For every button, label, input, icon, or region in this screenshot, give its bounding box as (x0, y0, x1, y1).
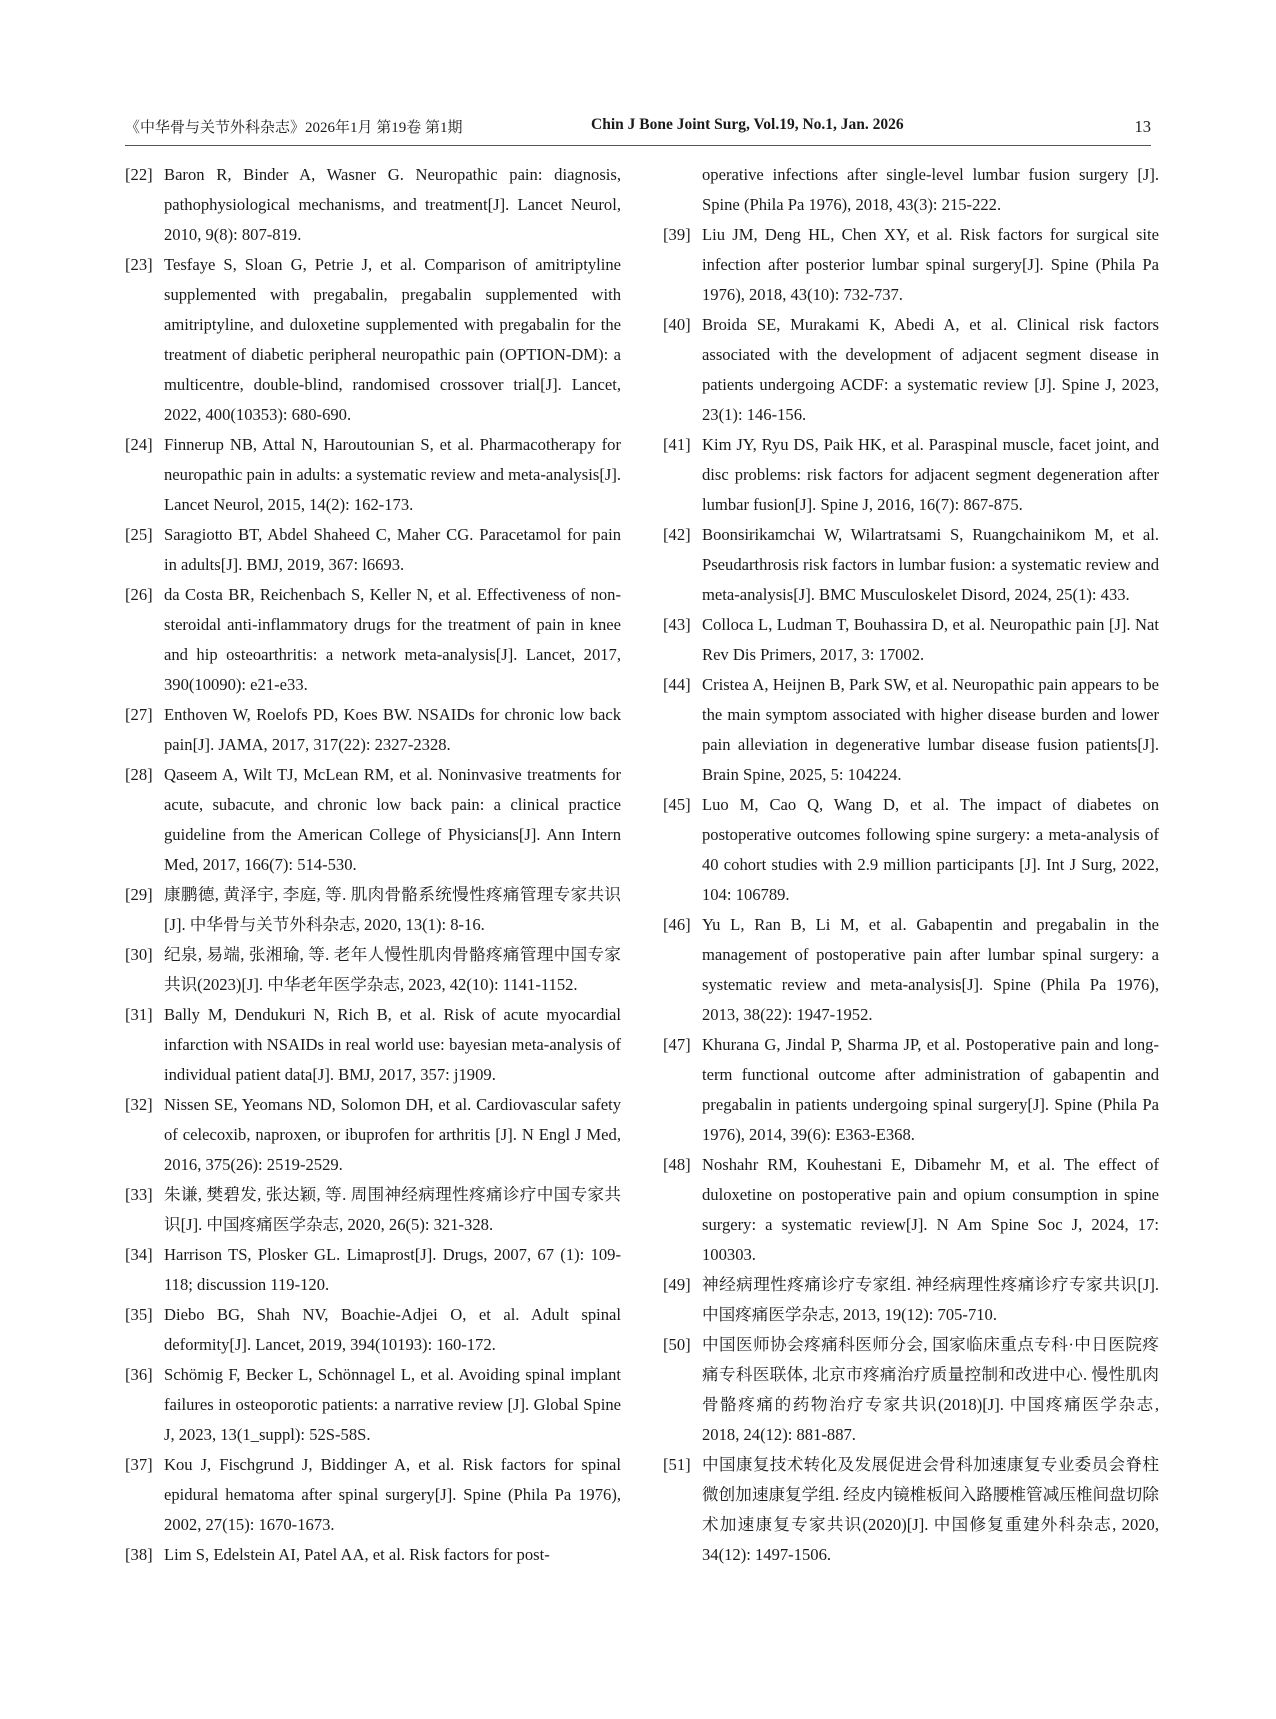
reference-text: Cristea A, Heijnen B, Park SW, et al. Neuropathic pain appears to be the main symptom associated with higher disease burden and lower pain alleviation in degenerative lumbar disease fusion patients[J]. Brain Spine, 2025, 5: 104224. (702, 675, 1159, 784)
reference-item (125, 1000, 621, 1090)
reference-number: [49] (663, 1275, 691, 1294)
reference-number: [46] (663, 915, 691, 934)
reference-text: Noshahr RM, Kouhestani E, Dibamehr M, et al. The effect of duloxetine on postoperative pain and opium consumption in spine surgery: a systematic review[J]. N Am Spine Soc J, 2024, 17: 100303. (702, 1155, 1159, 1264)
reference-number: [33] (125, 1185, 153, 1204)
journal-chinese-citation: 《中华骨与关节外科杂志》2026年1月 第19卷 第1期 (125, 120, 463, 136)
reference-text: 中国医师协会疼痛科医师分会, 国家临床重点专科·中日医院疼痛专科医联体, 北京市疼痛治疗质量控制和改进中心. 慢性肌肉骨骼疼痛的药物治疗专家共识(2018)[J]. 中国疼痛医学杂志, 2018, 24(12): 881-887. (702, 1335, 1159, 1444)
reference-number: [41] (663, 435, 691, 454)
reference-number: [40] (663, 315, 691, 334)
reference-text: 纪泉, 易端, 张湘瑜, 等. 老年人慢性肌肉骨骼疼痛管理中国专家共识(2023)[J]. 中华老年医学杂志, 2023, 42(10): 1141-1152. (164, 945, 621, 994)
reference-item (125, 880, 621, 940)
reference-number: [42] (663, 525, 691, 544)
reference-item (663, 310, 1159, 430)
reference-text: Kou J, Fischgrund J, Biddinger A, et al. Risk factors for spinal epidural hematoma after spinal surgery[J]. Spine (Phila Pa 1976), 2002, 27(15): 1670-1673. (164, 1455, 621, 1534)
reference-number: [25] (125, 525, 153, 544)
reference-number: [35] (125, 1305, 153, 1324)
reference-item (125, 160, 621, 250)
references-right-column (663, 160, 1159, 1570)
reference-text: Bally M, Dendukuri N, Rich B, et al. Risk of acute myocardial infarction with NSAIDs in real world use: bayesian meta-analysis of individual patient data[J]. BMJ, 2017, 357: j1909. (164, 1005, 621, 1084)
reference-item (663, 1150, 1159, 1270)
reference-item (125, 1090, 621, 1180)
reference-item (663, 910, 1159, 1030)
references-left-column (125, 160, 621, 1570)
reference-text: Schömig F, Becker L, Schönnagel L, et al. Avoiding spinal implant failures in osteoporotic patients: a narrative review [J]. Global Spine J, 2023, 13(1_suppl): 52S-58S. (164, 1365, 621, 1444)
reference-item (663, 1450, 1159, 1570)
reference-item (663, 430, 1159, 520)
reference-number: [38] (125, 1545, 153, 1564)
reference-text: Diebo BG, Shah NV, Boachie-Adjei O, et al. Adult spinal deformity[J]. Lancet, 2019, 394(10193): 160-172. (164, 1305, 621, 1354)
reference-text: Lim S, Edelstein AI, Patel AA, et al. Risk factors for post- (164, 1545, 550, 1564)
reference-number: [32] (125, 1095, 153, 1114)
reference-number: [37] (125, 1455, 153, 1474)
reference-number: [47] (663, 1035, 691, 1054)
reference-item (125, 430, 621, 520)
reference-number: [24] (125, 435, 153, 454)
reference-number: [27] (125, 705, 153, 724)
reference-item (125, 1540, 621, 1570)
reference-text: Broida SE, Murakami K, Abedi A, et al. Clinical risk factors associated with the development of adjacent segment disease in patients undergoing ACDF: a systematic review [J]. Spine J, 2023, 23(1): 146-156. (702, 315, 1159, 424)
reference-text: Enthoven W, Roelofs PD, Koes BW. NSAIDs for chronic low back pain[J]. JAMA, 2017, 317(22): 2327-2328. (164, 705, 621, 754)
reference-item (125, 1240, 621, 1300)
reference-item (125, 1450, 621, 1540)
reference-number: [43] (663, 615, 691, 634)
reference-item (125, 1300, 621, 1360)
reference-text: Finnerup NB, Attal N, Haroutounian S, et al. Pharmacotherapy for neuropathic pain in adults: a systematic review and meta-analysis[J]. Lancet Neurol, 2015, 14(2): 162-173. (164, 435, 621, 514)
reference-text: 康鹏德, 黄泽宇, 李庭, 等. 肌肉骨骼系统慢性疼痛管理专家共识[J]. 中华骨与关节外科杂志, 2020, 13(1): 8-16. (164, 885, 621, 934)
reference-text: 神经病理性疼痛诊疗专家组. 神经病理性疼痛诊疗专家共识[J]. 中国疼痛医学杂志, 2013, 19(12): 705-710. (702, 1275, 1159, 1324)
page-number: 13 (1134, 117, 1151, 136)
reference-number: [23] (125, 255, 153, 274)
reference-number: [36] (125, 1365, 153, 1384)
running-header (125, 113, 1151, 146)
reference-number: [22] (125, 165, 153, 184)
reference-number: [26] (125, 585, 153, 604)
reference-text: operative infections after single-level lumbar fusion surgery [J]. Spine (Phila Pa 1976), 2018, 43(3): 215-222. (702, 165, 1159, 214)
reference-item (663, 1270, 1159, 1330)
reference-number: [48] (663, 1155, 691, 1174)
reference-item (663, 790, 1159, 910)
reference-number: [34] (125, 1245, 153, 1264)
reference-item (125, 250, 621, 430)
reference-number: [29] (125, 885, 153, 904)
reference-number: [51] (663, 1455, 691, 1474)
reference-item (125, 1180, 621, 1240)
reference-number: [44] (663, 675, 691, 694)
reference-number: [50] (663, 1335, 691, 1354)
reference-item (125, 1360, 621, 1450)
reference-item (663, 220, 1159, 310)
reference-text: da Costa BR, Reichenbach S, Keller N, et al. Effectiveness of non-steroidal anti-inflammatory drugs for the treatment of pain in knee and hip osteoarthritis: a network meta-analysis[J]. Lancet, 2017, 390(10090): e21-e33. (164, 585, 621, 694)
reference-text: Khurana G, Jindal P, Sharma JP, et al. Postoperative pain and long-term functional outcome after administration of gabapentin and pregabalin in patients undergoing spinal surgery[J]. Spine (Phila Pa 1976), 2014, 39(6): E363-E368. (702, 1035, 1159, 1144)
reference-text: Harrison TS, Plosker GL. Limaprost[J]. Drugs, 2007, 67 (1): 109-118; discussion 119-120. (164, 1245, 621, 1294)
reference-item (663, 1330, 1159, 1450)
reference-item (125, 940, 621, 1000)
reference-number: [45] (663, 795, 691, 814)
reference-item (125, 760, 621, 880)
reference-text: 中国康复技术转化及发展促进会骨科加速康复专业委员会脊柱微创加速康复学组. 经皮内镜椎板间入路腰椎管减压椎间盘切除术加速康复专家共识(2020)[J]. 中国修复重建外科杂志, 2020, 34(12): 1497-1506. (702, 1455, 1159, 1564)
reference-item (663, 1030, 1159, 1150)
reference-item (663, 160, 1159, 220)
reference-item (663, 670, 1159, 790)
reference-item (125, 580, 621, 700)
reference-text: Saragiotto BT, Abdel Shaheed C, Maher CG. Paracetamol for pain in adults[J]. BMJ, 2019, 367: l6693. (164, 525, 621, 574)
reference-item (125, 700, 621, 760)
reference-item (663, 520, 1159, 610)
reference-text: Boonsirikamchai W, Wilartratsami S, Ruangchainikom M, et al. Pseudarthrosis risk factors in lumbar fusion: a systematic review and meta-analysis[J]. BMC Musculoskelet Disord, 2024, 25(1): 433. (702, 525, 1159, 604)
reference-text: Yu L, Ran B, Li M, et al. Gabapentin and pregabalin in the management of postoperative pain after lumbar spinal surgery: a systematic review and meta-analysis[J]. Spine (Phila Pa 1976), 2013, 38(22): 1947-1952. (702, 915, 1159, 1024)
reference-text: 朱谦, 樊碧发, 张达颖, 等. 周围神经病理性疼痛诊疗中国专家共识[J]. 中国疼痛医学杂志, 2020, 26(5): 321-328. (164, 1185, 621, 1234)
reference-number: [30] (125, 945, 153, 964)
reference-text: Nissen SE, Yeomans ND, Solomon DH, et al. Cardiovascular safety of celecoxib, naproxen, or ibuprofen for arthritis [J]. N Engl J Med, 2016, 375(26): 2519-2529. (164, 1095, 621, 1174)
reference-text: Luo M, Cao Q, Wang D, et al. The impact of diabetes on postoperative outcomes following spine surgery: a meta-analysis of 40 cohort studies with 2.9 million participants [J]. Int J Surg, 2022, 104: 106789. (702, 795, 1159, 904)
reference-text: Liu JM, Deng HL, Chen XY, et al. Risk factors for surgical site infection after posterior lumbar spinal surgery[J]. Spine (Phila Pa 1976), 2018, 43(10): 732-737. (702, 225, 1159, 304)
reference-number: [31] (125, 1005, 153, 1024)
journal-english-citation: Chin J Bone Joint Surg, Vol.19, No.1, Jan. 2026 (591, 116, 904, 133)
reference-item (663, 610, 1159, 670)
reference-text: Colloca L, Ludman T, Bouhassira D, et al. Neuropathic pain [J]. Nat Rev Dis Primers, 2017, 3: 17002. (702, 615, 1159, 664)
reference-text: Qaseem A, Wilt TJ, McLean RM, et al. Noninvasive treatments for acute, subacute, and chronic low back pain: a clinical practice guideline from the American College of Physicians[J]. Ann Intern Med, 2017, 166(7): 514-530. (164, 765, 621, 874)
reference-text: Baron R, Binder A, Wasner G. Neuropathic pain: diagnosis, pathophysiological mechanisms, and treatment[J]. Lancet Neurol, 2010, 9(8): 807-819. (164, 165, 621, 244)
reference-item (125, 520, 621, 580)
reference-text: Tesfaye S, Sloan G, Petrie J, et al. Comparison of amitriptyline supplemented with pregabalin, pregabalin supplemented with amitriptyline, and duloxetine supplemented with pregabalin for the treatment of diabetic peripheral neuropathic pain (OPTION-DM): a multicentre, double-blind, randomised crossover trial[J]. Lancet, 2022, 400(10353): 680-690. (164, 255, 621, 424)
reference-number: [28] (125, 765, 153, 784)
reference-number: [39] (663, 225, 691, 244)
reference-text: Kim JY, Ryu DS, Paik HK, et al. Paraspinal muscle, facet joint, and disc problems: risk factors for adjacent segment degeneration after lumbar fusion[J]. Spine J, 2016, 16(7): 867-875. (702, 435, 1159, 514)
